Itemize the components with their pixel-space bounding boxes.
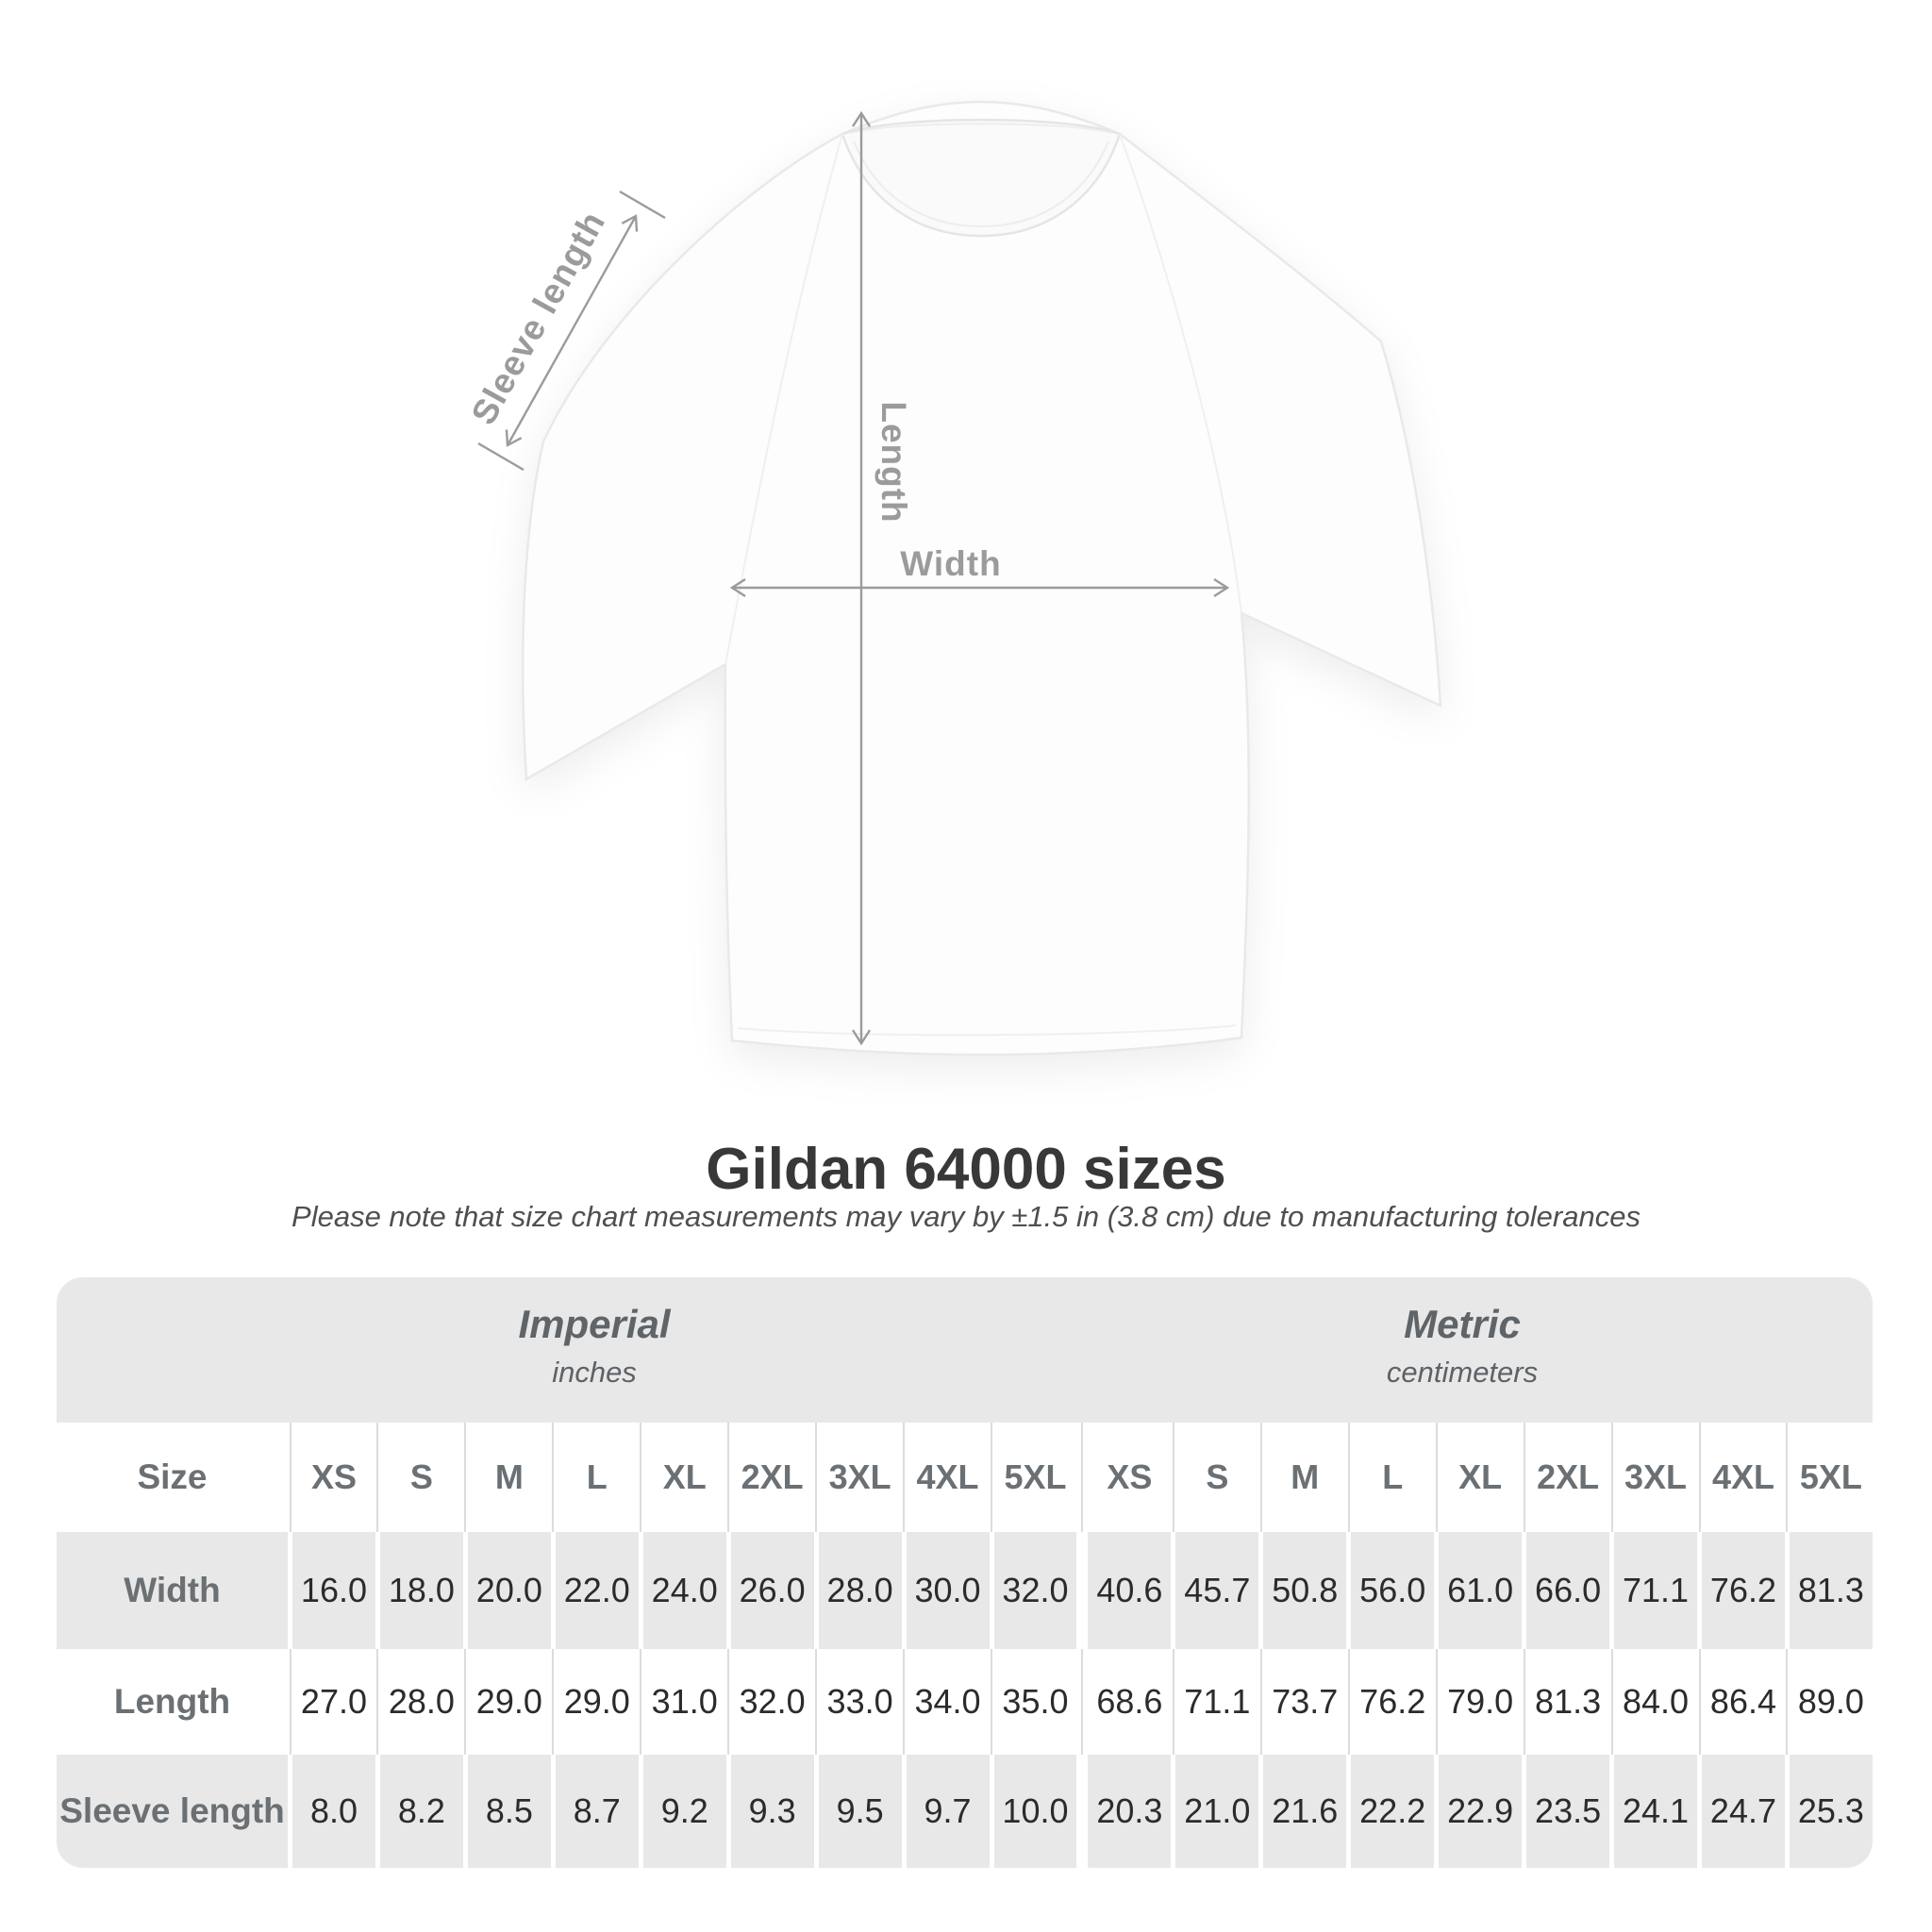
size-col-header: 4XL — [907, 1423, 990, 1532]
table-cell: 25.3 — [1790, 1755, 1873, 1868]
table-cell: 40.6 — [1088, 1532, 1171, 1649]
sleeve-arrow-cap-top — [620, 192, 665, 218]
metric-name: Metric — [1404, 1302, 1521, 1346]
table-cell: 68.6 — [1088, 1649, 1171, 1755]
table-cell: 50.8 — [1263, 1532, 1346, 1649]
table-cell: 8.5 — [468, 1755, 551, 1868]
table-cell: 89.0 — [1790, 1649, 1873, 1755]
sleeve-row-label: Sleeve length — [57, 1755, 288, 1868]
table-cell: 24.7 — [1702, 1755, 1785, 1868]
table-cell: 28.0 — [380, 1649, 463, 1755]
width-label: Width — [900, 544, 1002, 583]
size-col-header: 2XL — [731, 1423, 814, 1532]
table-cell: 28.0 — [819, 1532, 902, 1649]
table-cell: 84.0 — [1614, 1649, 1697, 1755]
size-col-header: XS — [292, 1423, 375, 1532]
sleeve-length-label: Sleeve length — [463, 204, 613, 431]
length-row-label: Length — [113, 1682, 231, 1721]
metric-unit: centimeters — [1386, 1356, 1539, 1389]
size-col-header: L — [1351, 1423, 1434, 1532]
size-col-header: 4XL — [1702, 1423, 1785, 1532]
width-row — [57, 1532, 1873, 1649]
imperial-unit: inches — [552, 1356, 637, 1389]
table-cell: 9.7 — [907, 1755, 990, 1868]
table-cell: 81.3 — [1790, 1532, 1873, 1649]
table-cell: 23.5 — [1526, 1755, 1609, 1868]
table-cell: 22.2 — [1351, 1755, 1434, 1868]
size-col-header: 3XL — [819, 1423, 902, 1532]
imperial-name: Imperial — [518, 1302, 671, 1346]
table-cell: 22.9 — [1439, 1755, 1522, 1868]
table-cell: 76.2 — [1351, 1649, 1434, 1755]
page-title: Gildan 64000 sizes — [706, 1137, 1226, 1202]
size-col-header: M — [468, 1423, 551, 1532]
table-cell: 22.0 — [556, 1532, 639, 1649]
size-col-header: S — [1175, 1423, 1258, 1532]
table-cell: 29.0 — [468, 1649, 551, 1755]
table-cell: 86.4 — [1702, 1649, 1785, 1755]
table-cell: 45.7 — [1175, 1532, 1258, 1649]
table-cell: 31.0 — [643, 1649, 726, 1755]
table-cell: 24.1 — [1614, 1755, 1697, 1868]
table-cell: 20.3 — [1088, 1755, 1171, 1868]
table-cell: 27.0 — [292, 1649, 375, 1755]
table-cell: 32.0 — [994, 1532, 1077, 1649]
sleeve-length-row — [57, 1755, 1873, 1868]
size-col-header: M — [1263, 1423, 1346, 1532]
table-cell: 35.0 — [994, 1649, 1077, 1755]
table-cell: 32.0 — [731, 1649, 814, 1755]
imperial-header — [518, 1302, 670, 1390]
table-cell: 21.0 — [1175, 1755, 1258, 1868]
table-cell: 66.0 — [1526, 1532, 1609, 1649]
length-label: Length — [874, 401, 913, 524]
size-col-header: L — [556, 1423, 639, 1532]
size-col-header: 3XL — [1614, 1423, 1697, 1532]
sleeve-arrow-cap-bottom — [478, 443, 524, 470]
table-cell: 30.0 — [907, 1532, 990, 1649]
unit-header-band — [57, 1277, 1873, 1423]
table-cell: 34.0 — [907, 1649, 990, 1755]
table-cell: 9.2 — [643, 1755, 726, 1868]
table-cell: 8.2 — [380, 1755, 463, 1868]
length-row — [57, 1649, 1873, 1755]
table-cell: 10.0 — [994, 1755, 1077, 1868]
table-cell: 33.0 — [819, 1649, 902, 1755]
tolerance-note: Please note that size chart measurements may vary by ±1.5 in (3.8 cm) due to manufacturing tolerances — [291, 1200, 1641, 1233]
size-col-header: XL — [643, 1423, 726, 1532]
table-cell: 16.0 — [292, 1532, 375, 1649]
table-cell: 29.0 — [556, 1649, 639, 1755]
table-cell: 76.2 — [1702, 1532, 1785, 1649]
width-row-label: Width — [57, 1532, 288, 1649]
table-cell: 26.0 — [731, 1532, 814, 1649]
size-header-label: Size — [137, 1457, 208, 1496]
table-cell: 79.0 — [1439, 1649, 1522, 1755]
size-col-header: 5XL — [1790, 1423, 1873, 1532]
metric-header — [1387, 1302, 1538, 1390]
size-col-header: XS — [1088, 1423, 1171, 1532]
table-cell: 24.0 — [643, 1532, 726, 1649]
table-cell: 81.3 — [1526, 1649, 1609, 1755]
table-cell: 56.0 — [1351, 1532, 1434, 1649]
size-col-header: 5XL — [994, 1423, 1077, 1532]
table-cell: 61.0 — [1439, 1532, 1522, 1649]
table-cell: 21.6 — [1263, 1755, 1346, 1868]
size-col-header: 2XL — [1526, 1423, 1609, 1532]
table-cell: 8.0 — [292, 1755, 375, 1868]
table-cell: 8.7 — [556, 1755, 639, 1868]
size-col-header: S — [380, 1423, 463, 1532]
size-table — [57, 1277, 1873, 1868]
table-cell: 71.1 — [1614, 1532, 1697, 1649]
table-cell: 20.0 — [468, 1532, 551, 1649]
size-col-header: XL — [1439, 1423, 1522, 1532]
size-header-row — [57, 1423, 1873, 1532]
table-cell: 73.7 — [1263, 1649, 1346, 1755]
table-cell: 18.0 — [380, 1532, 463, 1649]
table-cell: 71.1 — [1175, 1649, 1258, 1755]
table-cell: 9.5 — [819, 1755, 902, 1868]
table-cell: 9.3 — [731, 1755, 814, 1868]
